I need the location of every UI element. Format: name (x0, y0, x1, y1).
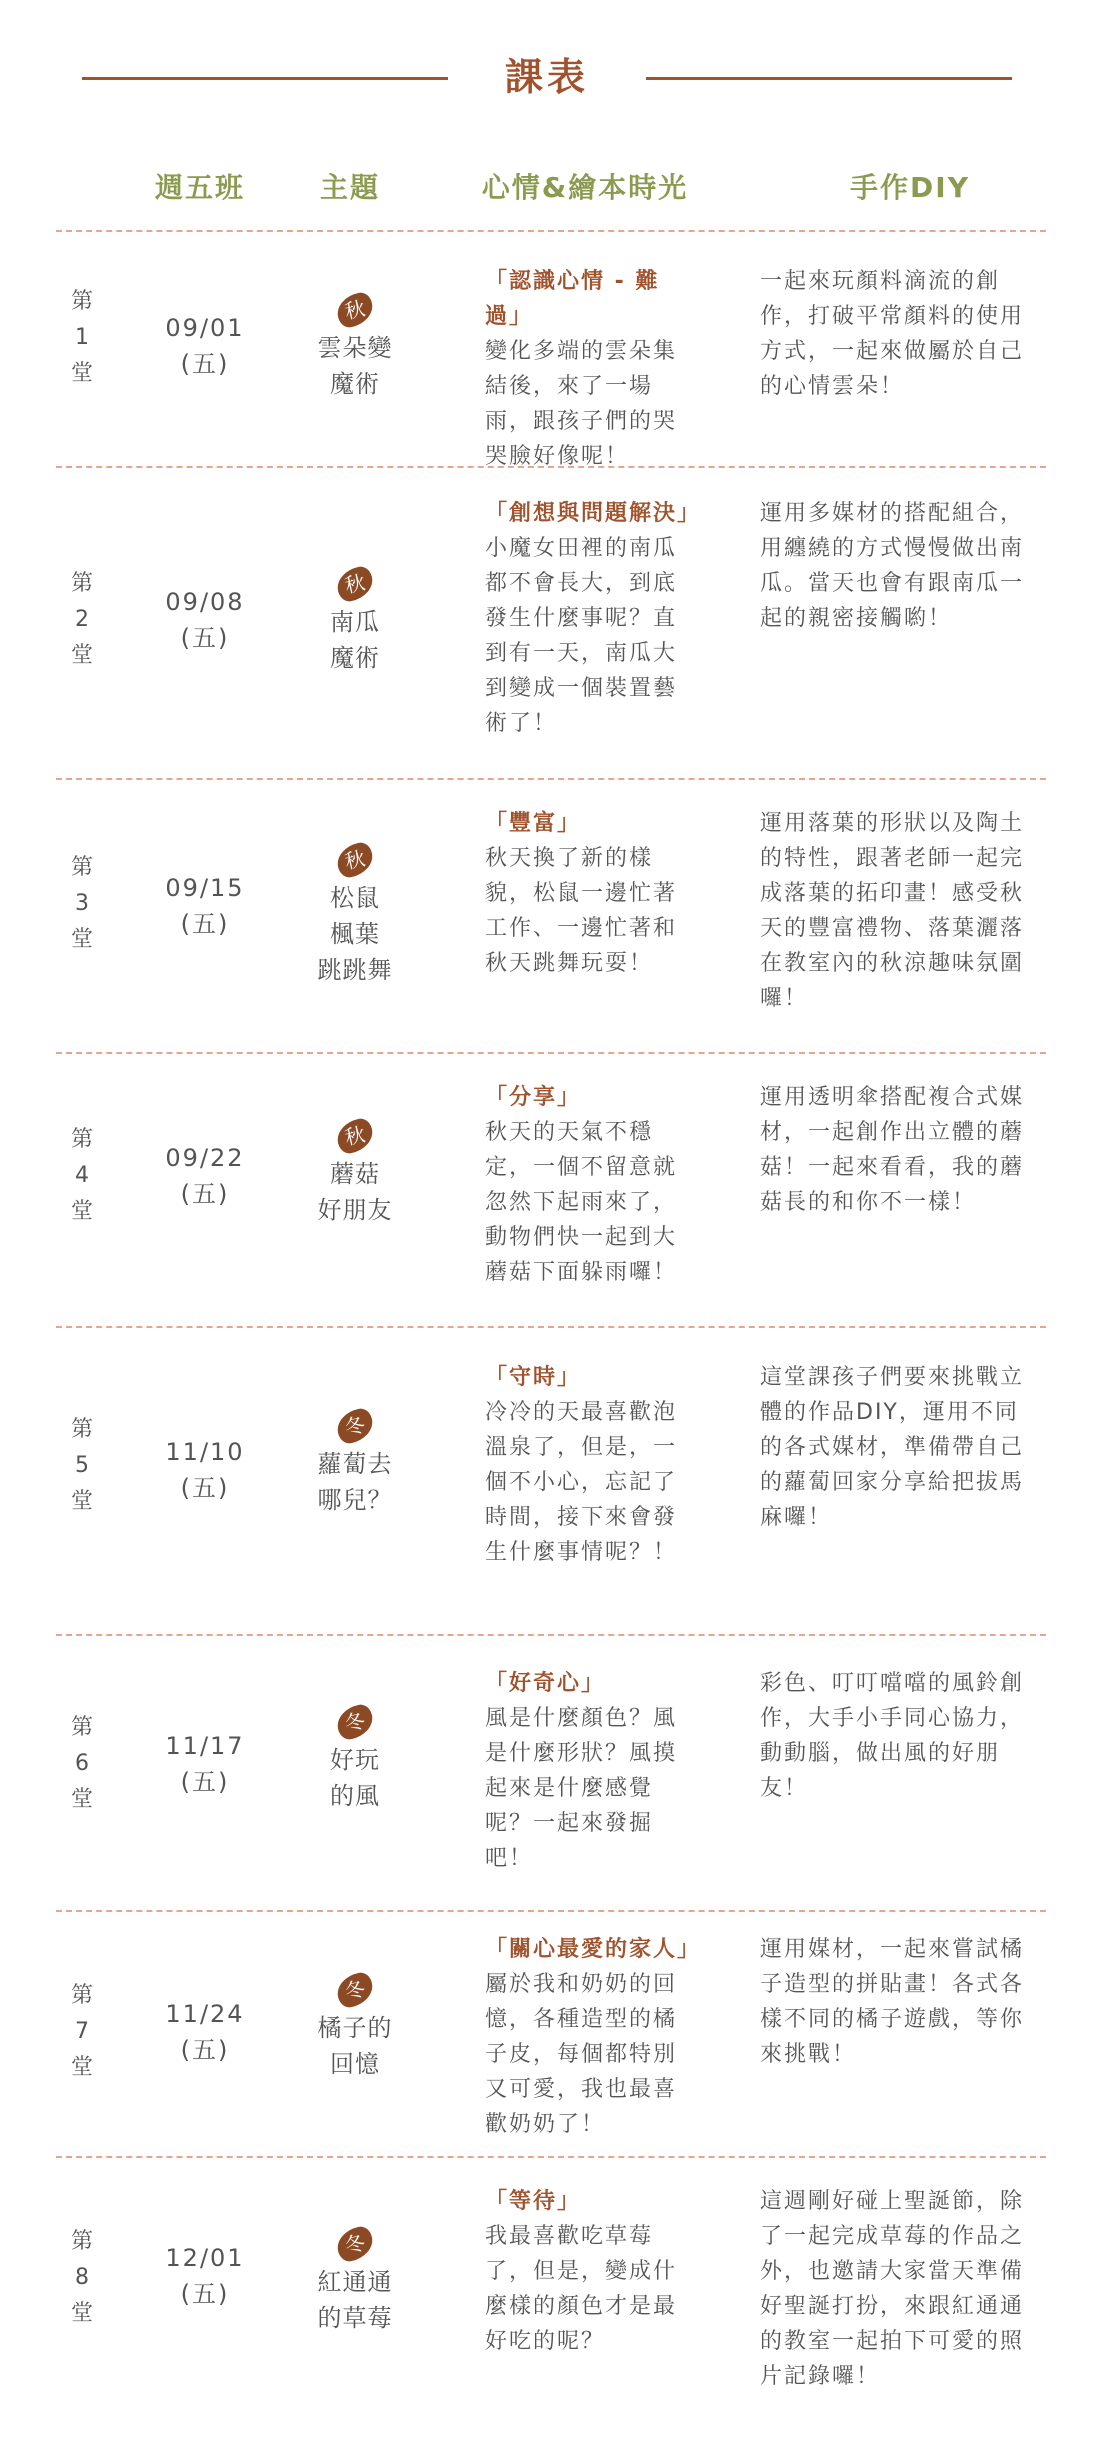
season-badge: 冬 (334, 1407, 376, 1446)
theme-text: 蘑菇 好朋友 (317, 1160, 393, 1224)
diy-cell: 運用媒材，一起來嘗試橘子造型的拼貼畫！各式各樣不同的橘子遊戲，等你來挑戰！ (760, 1937, 1025, 2067)
lesson-theme (300, 294, 410, 402)
season-badge: 冬 (334, 1703, 376, 1742)
story-text: 變化多端的雲朵集結後，來了一場雨，跟孩子們的哭哭臉好像呢！ (485, 339, 678, 469)
row-divider (56, 466, 1046, 468)
story-text: 屬於我和奶奶的回憶，各種造型的橘子皮，每個都特別又可愛，我也最喜歡奶奶了！ (485, 1972, 678, 2137)
story-heading: 「認識心情 - 難過」 (485, 269, 660, 329)
story-heading: 「守時」 (485, 1365, 582, 1390)
story-cell (485, 1932, 702, 2142)
story-cell (485, 1080, 695, 1290)
story-text: 秋天換了新的樣貌，松鼠一邊忙著工作、一邊忙著和秋天跳舞玩耍！ (485, 846, 678, 976)
story-heading: 「豐富」 (485, 811, 582, 836)
story-cell (485, 264, 695, 474)
season-badge: 冬 (334, 1971, 376, 2010)
story-text: 秋天的天氣不穩定，一個不留意就忽然下起雨來了，動物們快一起到大蘑菇下面躲雨囉！ (485, 1120, 678, 1285)
lesson-date: 09/22 (五) (165, 1144, 245, 1208)
row-divider (56, 1634, 1046, 1636)
lesson-theme (300, 1706, 410, 1814)
season-badge: 秋 (334, 841, 376, 880)
lesson-theme (300, 844, 410, 988)
lesson-number: 第 1 堂 (70, 289, 93, 386)
lesson-date: 09/01 (五) (165, 314, 245, 378)
theme-text: 雲朵變 魔術 (317, 334, 393, 398)
row-divider (56, 1326, 1046, 1328)
lesson-theme (300, 2228, 410, 2336)
diy-cell: 這週剛好碰上聖誕節，除了一起完成草莓的作品之外，也邀請大家當天準備好聖誕打扮，來跟紅通通的教室一起拍下可愛的照片記錄囉！ (760, 2189, 1025, 2389)
lesson-date: 11/24 (五) (165, 2000, 245, 2064)
lesson-date: 09/08 (五) (165, 588, 245, 652)
page-title: 課表 (504, 55, 589, 99)
story-text: 風是什麼顏色？風是什麼形狀？風摸起來是什麼感覺呢？一起來發掘吧！ (485, 1706, 678, 1871)
lesson-date: 09/15 (五) (165, 874, 245, 938)
season-badge: 秋 (334, 291, 376, 330)
story-cell (485, 1666, 695, 1876)
row-divider (56, 1910, 1046, 1912)
row-divider (56, 778, 1046, 780)
title-divider-left (82, 77, 448, 80)
title-divider-right (646, 77, 1012, 80)
diy-cell: 一起來玩顏料滴流的創作，打破平常顏料的使用方式，一起來做屬於自己的心情雲朵！ (760, 269, 1025, 399)
lesson-theme (300, 1974, 410, 2082)
lesson-number: 第 2 堂 (70, 571, 93, 668)
diy-cell: 彩色、叮叮噹噹的風鈴創作，大手小手同心協力，動動腦，做出風的好朋友！ (760, 1671, 1025, 1801)
story-heading: 「關心最愛的家人」 (485, 1937, 702, 1962)
lesson-date: 11/10 (五) (165, 1438, 245, 1502)
story-text: 冷冷的天最喜歡泡溫泉了，但是，一個不小心，忘記了時間，接下來會發生什麼事情呢？！ (485, 1400, 678, 1565)
header-class: 週五班 (154, 171, 245, 204)
row-divider (56, 2156, 1046, 2158)
header-theme: 主題 (319, 171, 380, 204)
diy-cell: 運用透明傘搭配複合式媒材，一起創作出立體的蘑菇！一起來看看，我的蘑菇長的和你不一樣！ (760, 1085, 1025, 1215)
theme-text: 南瓜 魔術 (330, 608, 380, 672)
row-divider (56, 230, 1046, 232)
story-text: 我最喜歡吃草莓了，但是，變成什麼樣的顏色才是最好吃的呢？ (485, 2224, 678, 2354)
table-header (0, 166, 1100, 216)
header-diy: 手作DIY (850, 171, 970, 204)
season-badge: 秋 (334, 565, 376, 604)
diy-cell: 運用多媒材的搭配組合，用纏繞的方式慢慢做出南瓜。當天也會有跟南瓜一起的親密接觸喲！ (760, 501, 1025, 631)
story-cell (485, 496, 702, 741)
lesson-number: 第 8 堂 (70, 2229, 93, 2326)
lesson-theme (300, 1410, 410, 1518)
theme-text: 蘿蔔去 哪兒？ (317, 1450, 393, 1514)
lesson-date: 11/17 (五) (165, 1732, 245, 1796)
season-badge: 秋 (334, 1117, 376, 1156)
lesson-number: 第 7 堂 (70, 1983, 93, 2080)
theme-text: 好玩 的風 (330, 1746, 380, 1810)
lesson-number: 第 4 堂 (70, 1127, 93, 1224)
header-story: 心情&繪本時光 (481, 171, 689, 204)
theme-text: 松鼠 楓葉 跳跳舞 (317, 884, 393, 984)
row-divider (56, 1052, 1046, 1054)
title-row (0, 40, 1100, 120)
lesson-number: 第 5 堂 (70, 1417, 93, 1514)
lesson-number: 第 6 堂 (70, 1715, 93, 1812)
story-text: 小魔女田裡的南瓜都不會長大，到底發生什麼事呢？直到有一天，南瓜大到變成一個裝置藝術了！ (485, 536, 678, 736)
story-heading: 「好奇心」 (485, 1671, 606, 1696)
story-heading: 「創想與問題解決」 (485, 501, 702, 526)
diy-cell: 運用落葉的形狀以及陶土的特性，跟著老師一起完成落葉的拓印畫！感受秋天的豐富禮物、落葉灑落在教室內的秋涼趣味氛圍囉！ (760, 811, 1025, 1011)
lesson-number: 第 3 堂 (70, 855, 93, 952)
lesson-theme (300, 568, 410, 676)
story-heading: 「等待」 (485, 2189, 582, 2214)
season-badge: 冬 (334, 2225, 376, 2264)
lesson-date: 12/01 (五) (165, 2244, 245, 2308)
story-cell (485, 1360, 695, 1570)
theme-text: 紅通通 的草莓 (317, 2268, 393, 2332)
story-cell (485, 806, 695, 981)
lesson-theme (300, 1120, 410, 1228)
story-cell (485, 2184, 695, 2359)
diy-cell: 這堂課孩子們要來挑戰立體的作品DIY，運用不同的各式媒材，準備帶自己的蘿蔔回家分享給把拔馬麻囉！ (760, 1365, 1025, 1530)
theme-text: 橘子的 回憶 (317, 2014, 393, 2078)
story-heading: 「分享」 (485, 1085, 582, 1110)
